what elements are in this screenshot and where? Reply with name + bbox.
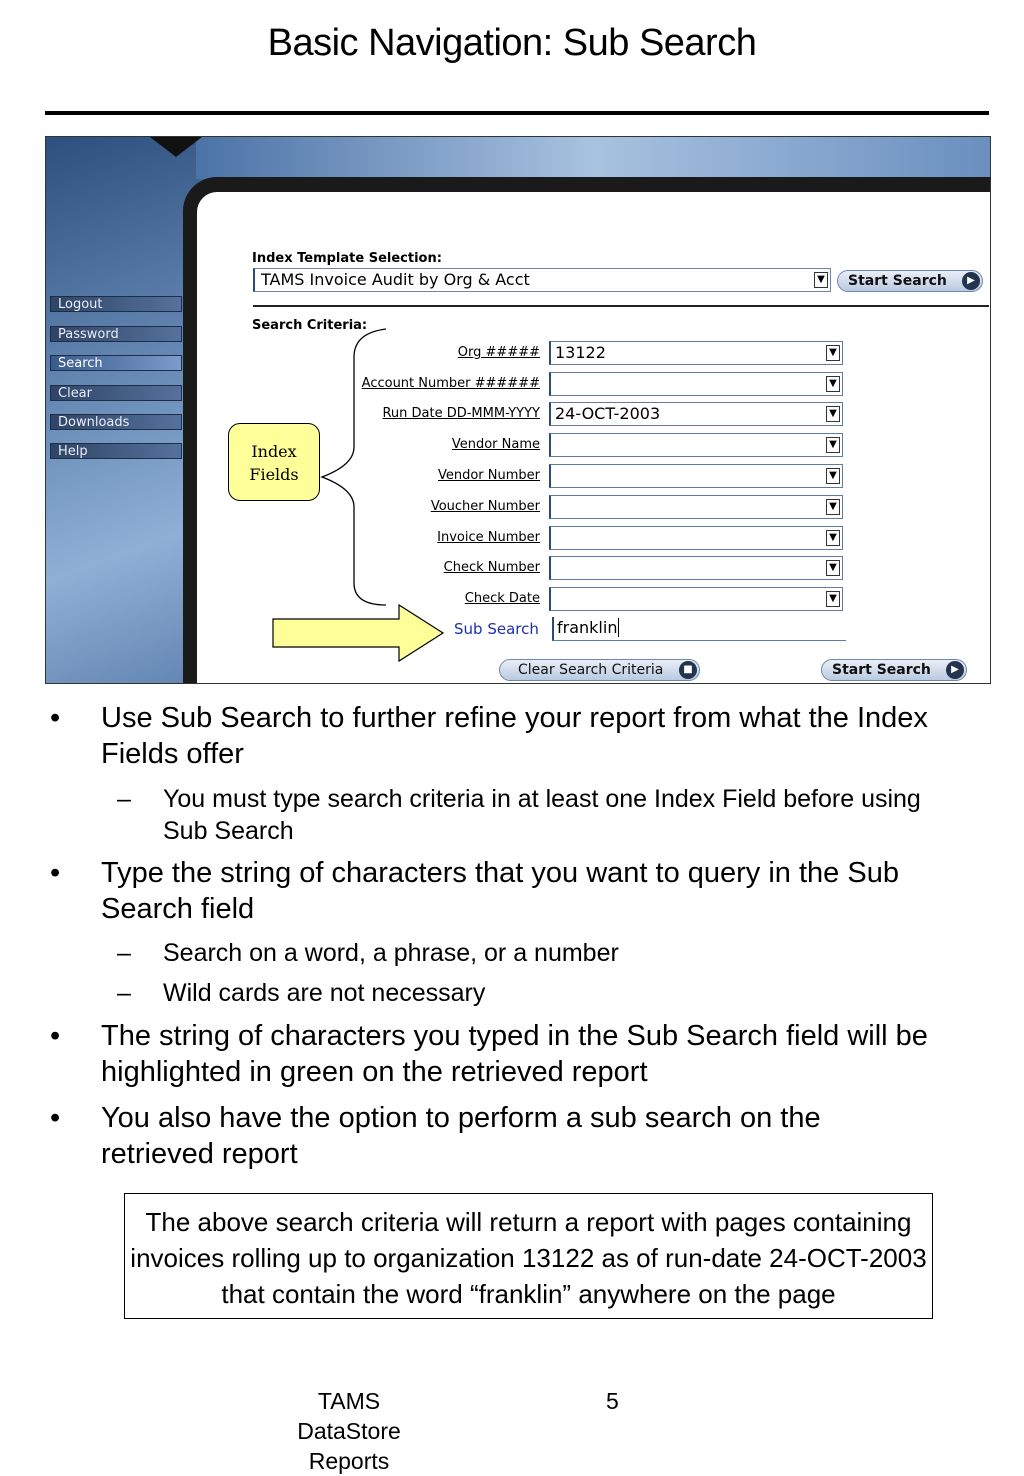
summary-note-box: The above search criteria will return a report with pages containing invoices rolling up to organization 13122 as of run-date 24-OCT-2003 that contain the word “franklin” anywhere on the page: [124, 1193, 933, 1319]
bullet-dot: •: [50, 857, 61, 889]
nav-downloads[interactable]: Downloads: [50, 414, 182, 430]
bullet-dot: •: [50, 1020, 61, 1052]
field-label-vendor-number: Vendor Number: [437, 468, 540, 483]
section-divider: [253, 305, 989, 307]
sub-search-pointer-arrow: [271, 603, 447, 663]
field-label-invoice-number: Invoice Number: [437, 530, 540, 545]
org-field[interactable]: [549, 341, 843, 365]
invoice-number-field[interactable]: [549, 526, 843, 550]
clear-criteria-label: Clear Search Criteria: [518, 662, 664, 678]
bullet-2-text: Type the string of characters that you want to query in the Sub Search field: [101, 857, 899, 925]
field-label-voucher-number: Voucher Number: [430, 499, 540, 514]
sub-bullet-1-1-text: You must type search criteria in at least one Index Field before using Sub Search: [163, 785, 921, 845]
bullet-dot: •: [50, 1102, 61, 1134]
bullet-dot: •: [50, 702, 61, 734]
header-notch: [150, 137, 202, 157]
bullet-dash: –: [117, 979, 131, 1007]
sub-bullet-2-1-text: Search on a word, a phrase, or a number: [163, 939, 619, 967]
field-label-vendor-name: Vendor Name: [451, 437, 540, 452]
header-banner: [196, 137, 990, 179]
field-label-org: Org #####: [457, 345, 540, 360]
voucher-number-field[interactable]: [549, 495, 843, 519]
text-cursor: [618, 618, 619, 637]
play-icon: ▶: [962, 272, 980, 290]
chevron-down-icon[interactable]: ▼: [826, 530, 840, 546]
chevron-down-icon[interactable]: ▼: [826, 591, 840, 607]
title-divider: [45, 111, 989, 115]
sub-search-label: Sub Search: [454, 620, 539, 638]
check-date-field[interactable]: [549, 587, 843, 611]
nav-clear[interactable]: Clear: [50, 385, 182, 401]
nav-help[interactable]: Help: [50, 443, 182, 459]
bullet-1-text: Use Sub Search to further refine your report from what the Index Fields offer: [101, 702, 928, 770]
index-template-label: Index Template Selection:: [252, 251, 442, 266]
chevron-down-icon[interactable]: ▼: [826, 437, 840, 453]
vendor-number-field[interactable]: [549, 464, 843, 488]
account-number-field[interactable]: [549, 372, 843, 396]
run-date-field[interactable]: [549, 402, 843, 426]
bullet-3-text: The string of characters you typed in the Sub Search field will be highlighted in green on the retrieved report: [101, 1020, 928, 1088]
chevron-down-icon[interactable]: ▼: [826, 560, 840, 576]
check-number-field[interactable]: [549, 556, 843, 580]
page-number: 5: [606, 1388, 619, 1414]
start-search-label: Start Search: [832, 662, 931, 678]
run-date-value: 24-OCT-2003: [555, 404, 661, 423]
stop-icon: ■: [679, 661, 697, 679]
index-fields-callout: [228, 423, 320, 501]
org-field-value: 13122: [555, 343, 606, 362]
start-search-button-bottom[interactable]: [821, 659, 967, 681]
vendor-name-field[interactable]: [549, 433, 843, 457]
play-icon: ▶: [946, 661, 964, 679]
index-template-value: TAMS Invoice Audit by Org & Acct: [261, 270, 530, 289]
nav-logout[interactable]: Logout: [50, 296, 182, 312]
sub-bullet-2-2-text: Wild cards are not necessary: [163, 979, 486, 1007]
chevron-down-icon[interactable]: ▼: [826, 406, 840, 422]
field-label-check-number: Check Number: [443, 560, 540, 575]
start-search-label: Start Search: [848, 273, 947, 289]
start-search-button-top[interactable]: [837, 270, 983, 292]
sub-search-input[interactable]: [552, 617, 846, 641]
index-template-select[interactable]: [253, 268, 831, 292]
nav-search[interactable]: Search: [50, 355, 182, 371]
field-label-account: Account Number ######: [361, 376, 540, 391]
search-criteria-label: Search Criteria:: [252, 318, 368, 333]
field-label-check-date: Check Date: [464, 591, 540, 606]
bullet-4-text: You also have the option to perform a sub search on the retrieved report: [101, 1102, 821, 1170]
bullet-dash: –: [117, 785, 131, 813]
page-title: Basic Navigation: Sub Search: [267, 22, 757, 64]
chevron-down-icon[interactable]: ▼: [826, 468, 840, 484]
clear-search-criteria-button[interactable]: [499, 659, 700, 681]
footer-title: TAMS DataStore Reports: [297, 1388, 401, 1474]
index-fields-brace: [316, 327, 386, 607]
callout-line-1: Index: [251, 442, 297, 461]
callout-line-2: Fields: [249, 465, 299, 484]
bullet-dash: –: [117, 939, 131, 967]
chevron-down-icon[interactable]: ▼: [826, 376, 840, 392]
chevron-down-icon[interactable]: ▼: [826, 499, 840, 515]
nav-password[interactable]: Password: [50, 326, 182, 342]
field-label-run-date: Run Date DD-MMM-YYYY: [382, 406, 540, 421]
app-screenshot: [45, 136, 991, 684]
sub-search-value: franklin: [557, 618, 618, 637]
chevron-down-icon[interactable]: ▼: [826, 345, 840, 361]
chevron-down-icon[interactable]: ▼: [814, 272, 828, 288]
